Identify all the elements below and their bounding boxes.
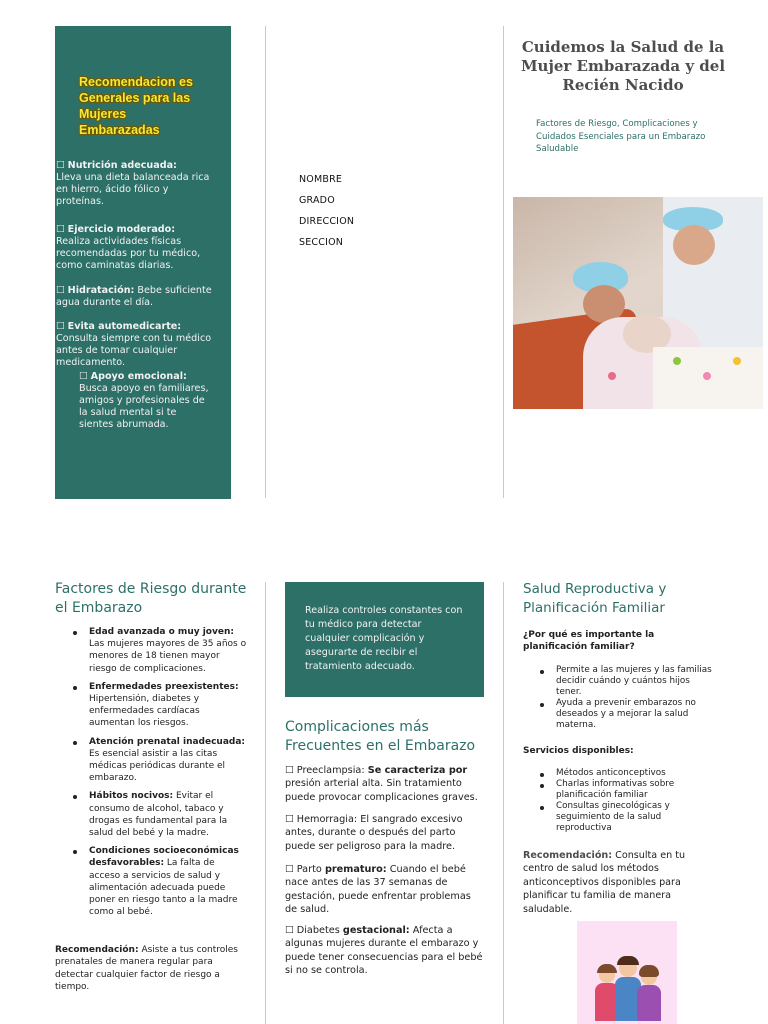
- rec-self-medication: ☐ Evita automedicarte: Consulta siempre con tu médico antes de tomar cualquier medicamento.: [56, 321, 212, 368]
- risks-heading: Factores de Riesgo durante el Embarazo: [55, 581, 247, 616]
- reproductive-heading: Salud Reproductiva y Planificación Familiar: [523, 581, 667, 616]
- bullet-icon: [540, 806, 544, 810]
- cover-title: Cuidemos la Salud de la Mujer Embarazada y del Recién Nacido: [520, 38, 726, 94]
- list-item: Permite a las mujeres y las familias decidir cuándo y cuántos hijos tener.: [556, 665, 716, 698]
- list-item: Edad avanzada o muy joven: Las mujeres mayores de 35 años o menores de 18 tienen mayor riesgo de complicaciones.: [89, 626, 247, 675]
- fold-line-4: [503, 582, 504, 1024]
- list-item: Enfermedades preexistentes: Hipertensión, diabetes y enfermedades cardíacas aumentan los riesgos.: [89, 681, 247, 730]
- why-list: [556, 665, 716, 731]
- recommendations-panel: [55, 26, 231, 499]
- cover-subtitle: Factores de Riesgo, Complicaciones y Cuidados Esenciales para un Embarazo Saludable: [536, 119, 706, 154]
- list-item: Métodos anticonceptivos: [556, 768, 716, 779]
- bullet-icon: [540, 773, 544, 777]
- risks-list: [89, 626, 247, 924]
- complication-preeclampsia: ☐ Preeclampsia: Se caracteriza por presión arterial alta. Sin tratamiento puede provocar complicaciones graves.: [285, 765, 478, 803]
- rec-exercise: ☐ Ejercicio moderado: Realiza actividades físicas recomendadas por tu médico, como caminatas diarias.: [56, 224, 201, 271]
- bullet-icon: [73, 741, 77, 745]
- complication-hemorrhage: ☐ Hemorragia: El sangrado excesivo antes, durante o después del parto puede ser peligroso para la madre.: [285, 814, 463, 852]
- complication-premature-birth: ☐ Parto prematuro: Cuando el bebé nace antes de las 37 semanas de gestación, puede enfrentar problemas de salud.: [285, 864, 471, 916]
- list-item: Ayuda a prevenir embarazos no deseados y a mejorar la salud materna.: [556, 698, 716, 731]
- list-item: Atención prenatal inadecuada: Es esencial asistir a las citas médicas periódicas durante el embarazo.: [89, 736, 247, 785]
- complications-heading: Complicaciones más Frecuentes en el Embarazo: [285, 719, 476, 754]
- field-grade-label: GRADO: [299, 195, 335, 206]
- bullet-icon: [73, 795, 77, 799]
- bullet-icon: [540, 784, 544, 788]
- bullet-icon: [73, 686, 77, 690]
- why-title: ¿Por qué es importante la planificación familiar?: [523, 630, 655, 652]
- rec-hydration: ☐ Hidratación: Bebe suficiente agua durante el día.: [56, 285, 212, 308]
- recommendations-title: Recomendacion es Generales para las Mujeres Embarazadas: [79, 75, 193, 137]
- checkbox-icon: ☐: [56, 321, 65, 332]
- checkbox-icon: ☐: [285, 765, 294, 776]
- checkbox-icon: ☐: [285, 814, 294, 825]
- fold-line-1: [265, 26, 266, 498]
- bullet-icon: [540, 703, 544, 707]
- fold-line-2: [503, 26, 504, 498]
- checkbox-icon: ☐: [56, 285, 65, 296]
- family-illustration: [577, 921, 677, 1024]
- tip-box: [285, 582, 484, 697]
- list-item: Condiciones socioeconómicas desfavorables: La falta de acceso a servicios de salud y alimentación adecuada puede poner en riesgo tanto a la madre como al bebé.: [89, 845, 247, 918]
- reproductive-recommendation: Recomendación: Consulta en tu centro de salud los métodos anticonceptivos disponibles para planificar tu familia de manera saludable.: [523, 850, 686, 915]
- bullet-icon: [73, 631, 77, 635]
- checkbox-icon: ☐: [285, 925, 294, 936]
- services-title: Servicios disponibles:: [523, 746, 634, 756]
- checkbox-icon: ☐: [79, 371, 88, 382]
- list-item: Consultas ginecológicas y seguimiento de la salud reproductiva: [556, 801, 716, 834]
- checkbox-icon: ☐: [56, 224, 65, 235]
- nurse-mother-baby-photo: [513, 197, 763, 409]
- bullet-icon: [73, 850, 77, 854]
- list-item: Hábitos nocivos: Evitar el consumo de alcohol, tabaco y drogas es fundamental para la salud del bebé y la madre.: [89, 790, 247, 839]
- list-item: Charlas informativas sobre planificación familiar: [556, 779, 716, 801]
- checkbox-icon: ☐: [56, 160, 65, 171]
- risks-recommendation: Recomendación: Asiste a tus controles prenatales de manera regular para detectar cualquier factor de riesgo a tiempo.: [55, 945, 238, 993]
- complication-gestational-diabetes: ☐ Diabetes gestacional: Afecta a algunas mujeres durante el embarazo y puede tener consecuencias para el bebé si no se controla.: [285, 925, 483, 977]
- rec-emotional-support: ☐ Apoyo emocional: Busca apoyo en familiares, amigos y profesionales de la salud mental si te sientes abrumada.: [79, 371, 209, 430]
- rec-nutrition: ☐ Nutrición adecuada: Lleva una dieta balanceada rica en hierro, ácido fólico y proteínas.: [56, 160, 210, 207]
- services-list: [556, 768, 716, 834]
- field-section-label: SECCION: [299, 237, 344, 248]
- bullet-icon: [540, 670, 544, 674]
- fold-line-3: [265, 582, 266, 1024]
- tip-text: Realiza controles constantes con tu médico para detectar cualquier complicación y asegurarte de recibir el tratamiento adecuado.: [305, 605, 463, 672]
- checkbox-icon: ☐: [285, 864, 294, 875]
- field-name-label: NOMBRE: [299, 174, 343, 185]
- field-address-label: DIRECCION: [299, 216, 355, 227]
